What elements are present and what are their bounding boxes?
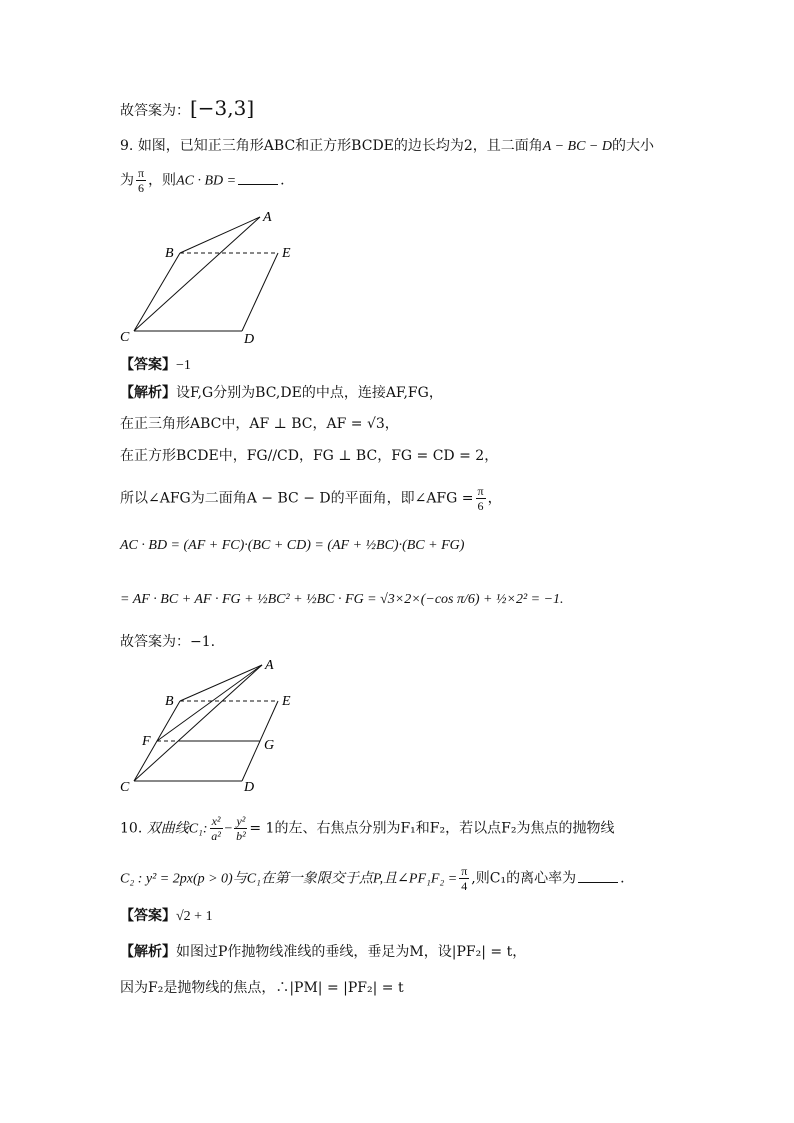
solution-9-text-3: 在正方形BCDE中，FG//CD，FG ⊥ BC，FG = CD = 2， [120,448,499,464]
label-A: A [263,210,272,225]
answer-value: −1 [176,358,191,373]
question-10-curve: 双曲线C₁: [146,821,208,837]
solution-10-text-2: 因为F₂是抛物线的焦点，∴|PM| = |PF₂| = t [120,980,404,996]
solution-10-line-1 [120,942,526,962]
solution-9-line-2 [120,414,399,434]
solution-9-line-3 [120,446,498,466]
question-10-text-1: = 1的左、右焦点分别为F₁和F₂，若以点F₂为焦点的抛物线 [249,820,615,837]
prev-answer-line [120,98,254,121]
answer-label: 【答案】 [120,357,176,373]
question-9-prefix: 为 [120,172,134,189]
question-9-line-2 [120,166,285,195]
answer-blank-2 [578,870,618,883]
solution-9-text-6: = AF · BC + AF · FG + ½BC² + ½BC · FG = √3×2×(−cos π/6) + ½×2² = −1. [120,592,564,607]
solution-10-text-1: 如图过P作抛物线准线的垂线，垂足为M，设|PF₂| = t， [176,944,527,960]
answer-label-2: 【答案】 [120,908,176,924]
question-9-number: 9. [120,138,134,154]
figure-2 [110,655,310,800]
angle-fraction: $\frac{\pi}{6}$ [477,484,484,513]
solution-9-text-1: 设F,G分别为BC,DE的中点，连接AF,FG， [176,385,443,401]
label-E: E [282,246,291,261]
angle-fraction-2: $\frac{\pi}{4}$ [461,864,468,893]
solution-9-text-2: 在正三角形ABC中，AF ⊥ BC，AF = √3， [120,416,399,432]
question-10-end: . [620,870,625,887]
answer-value-2: √2 + 1 [176,909,213,924]
prev-answer-value: [−3,3] [190,96,255,120]
label-A: A [265,658,274,673]
solution-10-line-2 [120,978,404,998]
solution-9-text-4: 所以∠AFG为二面角A − BC − D的平面角，即∠AFG = [120,490,474,507]
label-D: D [244,332,255,347]
label-B: B [165,694,174,709]
label-F: F [142,734,151,749]
answer-10 [120,906,213,927]
label-D: D [244,780,255,795]
solution-9-end-text: 故答案为：−1. [120,634,216,650]
question-9-tail: 的大小 [612,138,654,154]
question-9-end: . [280,172,285,189]
question-9-expr: AC · BD = [176,173,237,189]
label-G: G [264,738,275,753]
question-10-text-3: ,则C₁的离心率为 [471,870,577,887]
question-9-dihedral: A − BC − D [542,139,612,154]
label-E: E [282,694,291,709]
prev-answer-label: 故答案为： [120,103,190,119]
x-fraction: $\frac{\text{x²}}{\text{a²}}$ [211,814,221,843]
solution-9-line-4 [120,484,502,513]
y-fraction: $\frac{\text{y²}}{\text{b²}}$ [236,814,246,843]
question-9-line-1 [120,136,654,157]
solution-9-line-5 [120,536,464,556]
question-10-line-2 [120,864,625,893]
solution-9-text-4-end: ， [487,490,502,507]
solution-9-line-6 [120,590,564,610]
label-B: B [165,246,174,261]
solution-9-end [120,632,215,652]
solution-label: 【解析】 [120,385,176,401]
question-9-text: 如图，已知正三角形ABC和正方形BCDE的边长均为2，且二面角 [137,138,543,154]
solution-label-2: 【解析】 [120,944,176,960]
answer-blank [238,172,278,185]
question-9-angle: $\frac{\pi}{6}$ [138,166,145,195]
figure-1 [110,205,310,350]
label-C: C [120,330,130,345]
solution-9-text-5: AC · BD = (AF + FC)·(BC + CD) = (AF + ½BC)·(BC + FG) [120,538,465,553]
answer-9 [120,355,191,376]
solution-9-line-1 [120,383,443,403]
question-10-number: 10. [120,820,143,837]
question-10-text-2: C₂ : y² = 2px(p > 0)与C₁在第一象限交于点P,且∠PF₁F₂ = [120,871,458,887]
label-C: C [120,780,130,795]
question-10-line-1: 10. 双曲线C₁: $\frac{\text{x²}}{\text{a²}}$ − $\frac{\text{y²}}{\text{b²}}$ = 1的左、右焦点分别为F₁和F₂，若以点F₂为焦点的抛物线 [120,814,615,843]
question-9-mid: ，则 [148,172,177,189]
